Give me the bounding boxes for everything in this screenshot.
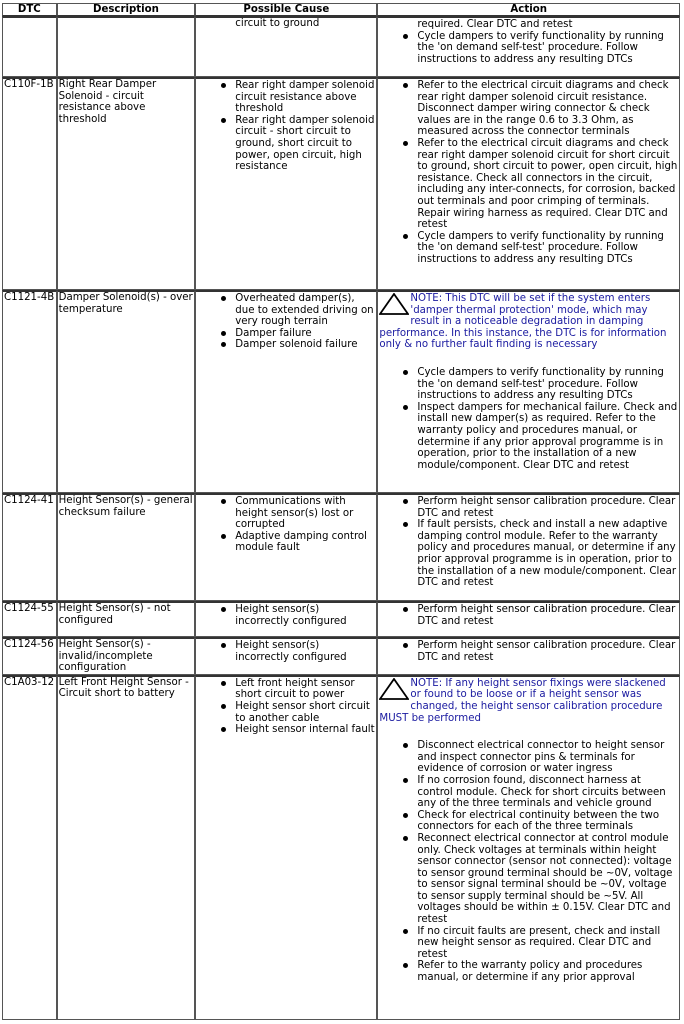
dtc-table — [2, 3, 680, 1020]
cause-item: Overheated damper(s), due to extended driving on very rough terrain — [235, 293, 374, 328]
cause-item: Damper failure — [235, 328, 375, 340]
action-cell — [377, 601, 680, 637]
action-item: Cycle dampers to verify functionality by running the 'on demand self-test' procedure. Follow instructions to address any resulting DTCs — [417, 367, 678, 402]
action-item: Disconnect electrical connector to height sensor and inspect connector pins & terminals for evidence of corrosion or water ingress — [417, 740, 678, 775]
dtc-description: Height Sensor(s) - not configured — [57, 601, 196, 637]
possible-cause-cell — [195, 601, 377, 637]
table-row — [2, 493, 680, 601]
action-item: Cycle dampers to verify functionality by running the 'on demand self-test' procedure. Follow instructions to address any resulting DTCs — [417, 31, 678, 66]
action-item: If no circuit faults are present, check and install new height sensor as required. Clear DTC and retest — [417, 926, 678, 961]
dtc-code — [2, 16, 57, 77]
cause-item: Height sensor short circuit to another cable — [235, 701, 375, 724]
action-cell — [377, 675, 680, 1020]
cause-item: Communications with height sensor(s) lost or corrupted — [235, 496, 375, 531]
cause-list — [197, 292, 375, 351]
table-row — [2, 601, 680, 637]
action-item: If no corrosion found, disconnect harness at control module. Check for short circuits between any of the three terminals and vehicle ground — [417, 775, 678, 810]
cause-continued-text: circuit to ground — [235, 18, 320, 29]
possible-cause-cell — [195, 290, 377, 493]
cause-item: Height sensor(s) incorrectly configured — [235, 604, 375, 627]
note-text: NOTE: This DTC will be set if the system enters 'damper thermal protection' mode, which may result in a noticeable degradation in damping performance. In this instance, the DTC is for information only & no further fault finding is necessary — [379, 293, 667, 351]
action-item: If fault persists, check and install a new adaptive damping control module. Refer to the warranty policy and procedures manual, or determine if any prior approval programme is in operation, prior to the installation of a new module/component. Clear DTC and retest — [417, 519, 677, 589]
warning-icon — [379, 678, 409, 704]
cause-item: Height sensor(s) incorrectly configured — [235, 640, 375, 663]
note-text: NOTE: If any height sensor fixings were slackened or found to be loose or if a height sensor was changed, the height sensor calibration procedure MUST be performed — [379, 677, 666, 724]
action-item: Perform height sensor calibration procedure. Clear DTC and retest — [417, 604, 678, 627]
header-cause: Possible Cause — [195, 3, 377, 16]
action-list — [379, 739, 678, 983]
action-cell — [377, 290, 680, 493]
cause-list — [197, 603, 375, 627]
action-item: Refer to the electrical circuit diagrams and check rear right damper solenoid circuit resistance. Disconnect damper wiring connector & check values are in the range 0.6 to 3.3 Ohm, as measured across the connector terminals — [417, 80, 678, 138]
dtc-code: C1124-55 — [2, 601, 57, 637]
action-cell — [377, 493, 680, 601]
action-list — [379, 639, 678, 663]
cause-item: Rear right damper solenoid circuit resistance above threshold — [235, 80, 375, 115]
header-action: Action — [377, 3, 680, 16]
warning-icon — [379, 293, 409, 319]
action-list — [379, 495, 678, 589]
action-item: Perform height sensor calibration procedure. Clear DTC and retest — [417, 496, 678, 519]
cause-list — [197, 79, 375, 173]
action-item: Refer to the warranty policy and procedures manual, or determine if any prior approval — [417, 960, 678, 983]
action-cell — [377, 77, 680, 290]
action-list — [379, 603, 678, 627]
possible-cause-cell — [195, 77, 377, 290]
note-block — [379, 668, 678, 724]
dtc-code: C1124-41 — [2, 493, 57, 601]
cause-list — [197, 677, 375, 736]
dtc-description: Damper Solenoid(s) - over temperature — [57, 290, 196, 493]
action-item: Check for electrical continuity between the two connectors for each of the three terminals — [417, 810, 678, 833]
action-item: Perform height sensor calibration procedure. Clear DTC and retest — [417, 640, 678, 663]
action-item: required. Clear DTC and retest — [417, 19, 573, 30]
dtc-code: C1121-4B — [2, 290, 57, 493]
cause-item: Rear right damper solenoid circuit - short circuit to ground, short circuit to power, open circuit, high resistance — [235, 114, 375, 173]
action-list — [379, 79, 678, 266]
header-dtc: DTC — [2, 3, 57, 16]
table-row — [2, 290, 680, 493]
header-row — [2, 3, 680, 16]
possible-cause-cell — [195, 675, 377, 1020]
note-block — [379, 283, 678, 351]
dtc-description: Right Rear Damper Solenoid - circuit resistance above threshold — [57, 77, 196, 290]
possible-cause-cell — [195, 493, 377, 601]
possible-cause-cell — [195, 16, 377, 77]
dtc-description: Height Sensor(s) - invalid/incomplete configuration — [57, 637, 196, 675]
cause-item: Height sensor internal fault — [235, 724, 375, 736]
dtc-code: C1124-56 — [2, 637, 57, 675]
action-item: Cycle dampers to verify functionality by running the 'on demand self-test' procedure. Follow instructions to address any resulting DTCs — [417, 231, 678, 266]
table-row — [2, 675, 680, 1020]
cause-list — [197, 639, 375, 663]
action-item: Reconnect electrical connector at control module only. Check voltages at terminals within height sensor connector (sensor not connected): voltage to sensor ground terminal should be ~0V, voltage to sensor signal terminal should be ~0V, voltage to sensor supply terminal should be ~5V. All voltages should be within ± 0.15V. Clear DTC and retest — [417, 833, 678, 926]
action-item: Inspect dampers for mechanical failure. Check and install new damper(s) as required. Refer to the warranty policy and procedures manual, or determine if any prior approval programme is in operation, prior to the installation of a new module/component. Clear DTC and retest — [417, 401, 678, 471]
action-list — [379, 18, 678, 65]
cause-item: Damper solenoid failure — [235, 339, 375, 351]
table-row — [2, 77, 680, 290]
dtc-description: Height Sensor(s) - general checksum failure — [57, 493, 196, 601]
action-item: Refer to the electrical circuit diagrams and check rear right damper solenoid circuit for short circuit to ground, short circuit to power, open circuit, high resistance. Check all connectors in the circuit, including any inter-connects, for corrosion, backed out terminals and poor crimping of terminals. Repair wiring harness as required. Clear DTC and retest — [417, 137, 678, 231]
dtc-description — [57, 16, 196, 77]
dtc-code: C1A03-12 — [2, 675, 57, 1020]
cause-item: Adaptive damping control module fault — [235, 531, 375, 554]
cause-list — [197, 495, 375, 554]
cause-item: Left front height sensor short circuit to power — [235, 678, 375, 701]
dtc-code: C110F-1B — [2, 77, 57, 290]
action-list — [379, 366, 678, 471]
action-cell — [377, 16, 680, 77]
possible-cause-cell — [195, 637, 377, 675]
table-row — [2, 16, 680, 77]
header-description: Description — [57, 3, 196, 16]
dtc-description: Left Front Height Sensor - Circuit short to battery — [57, 675, 196, 1020]
